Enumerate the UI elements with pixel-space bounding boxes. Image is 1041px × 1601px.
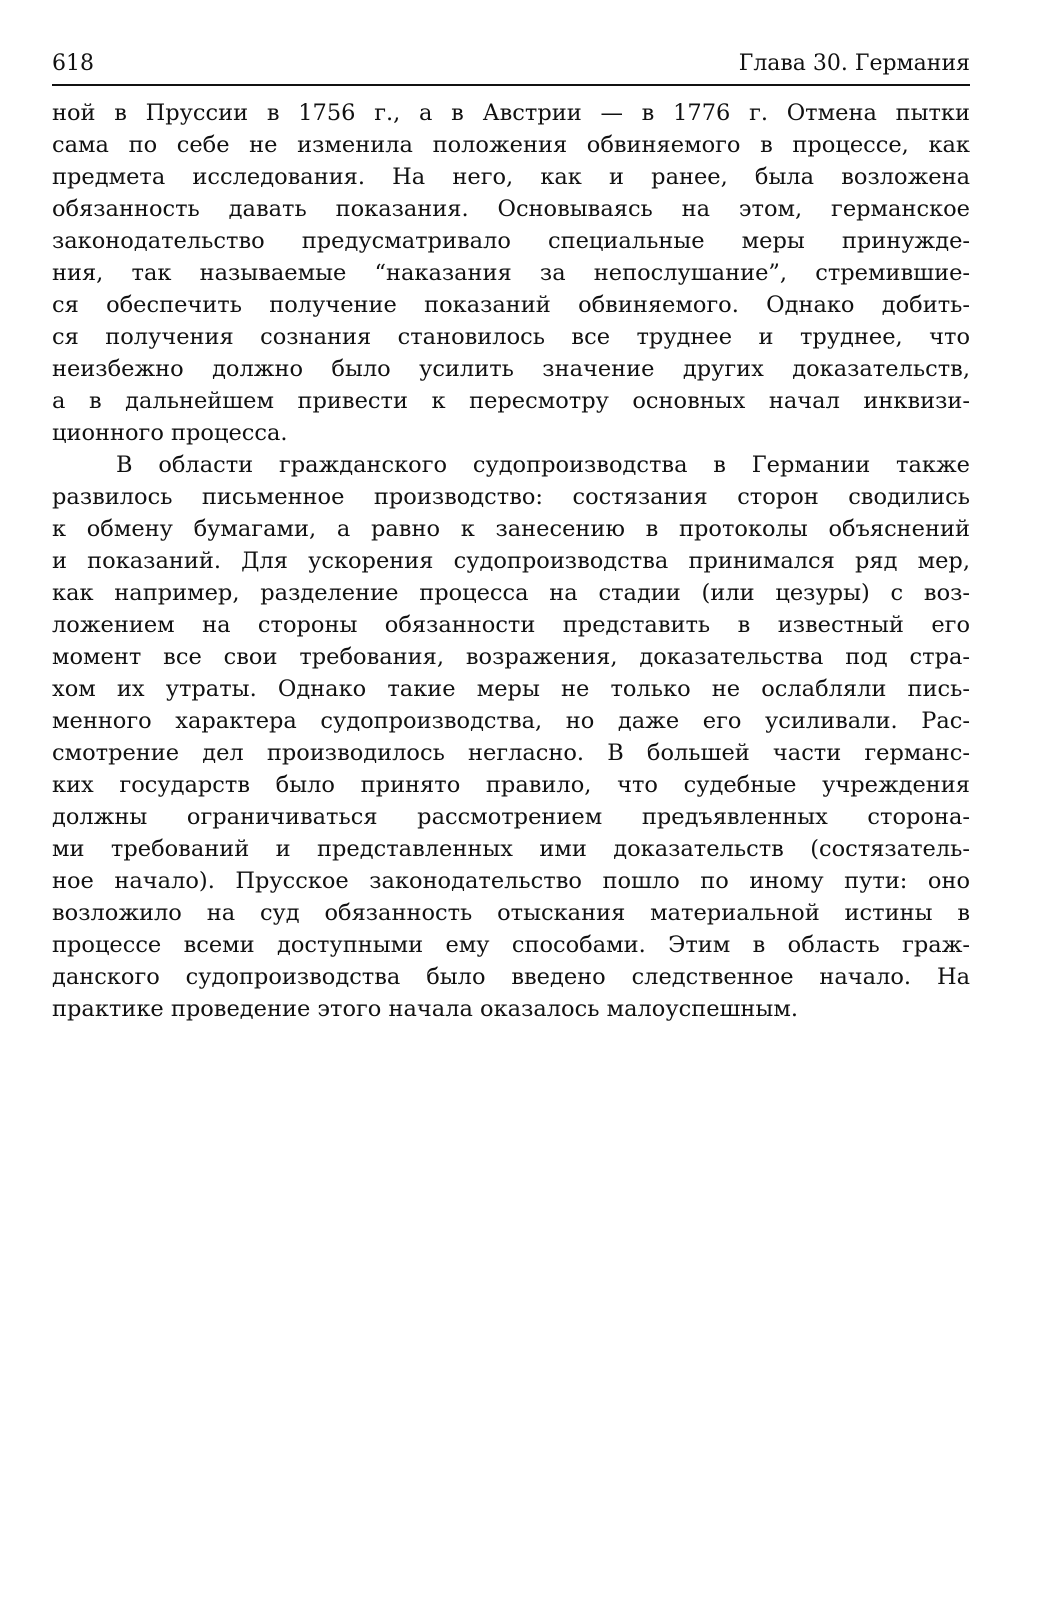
book-page [52, 38, 970, 1025]
running-title: Глава 30. Германия [738, 51, 970, 76]
text-line: момент все свои требования, возражения, доказательства под стра- [52, 644, 970, 670]
text-line: хом их утраты. Однако такие меры не только не ослабляли пись- [52, 676, 970, 702]
paragraph [52, 449, 970, 1025]
text-line: возложило на суд обязанность отыскания материальной истины в [52, 900, 970, 926]
text-line: ся обеспечить получение показаний обвиняемого. Однако добить- [52, 292, 970, 318]
text-line: ми требований и представленных ими доказательств (состязатель- [52, 836, 970, 862]
header-rule [52, 84, 970, 86]
text-line: данского судопроизводства было введено следственное начало. На [52, 964, 970, 990]
text-line: смотрение дел производилось негласно. В большей части германс- [52, 740, 970, 766]
text-line: развилось письменное производство: состязания сторон сводились [52, 484, 970, 510]
text-line: к обмену бумагами, а равно к занесению в протоколы объяснений [52, 516, 970, 542]
text-line: неизбежно должно было усилить значение других доказательств, [52, 356, 970, 382]
text-line: ся получения сознания становилось все труднее и труднее, что [52, 324, 970, 350]
text-line: процессе всеми доступными ему способами. Этим в область граж- [52, 932, 970, 958]
text-line: ционного процесса. [52, 420, 288, 446]
running-header [52, 38, 970, 84]
text-line: а в дальнейшем привести к пересмотру основных начал инквизи- [52, 388, 970, 414]
text-line: предмета исследования. На него, как и ранее, была возложена [52, 164, 970, 190]
text-line: и показаний. Для ускорения судопроизводства принимался ряд мер, [52, 548, 970, 574]
text-line: ложением на стороны обязанности представить в известный его [52, 612, 970, 638]
text-line: законодательство предусматривало специальные меры принужде- [52, 228, 970, 254]
text-line: ной в Пруссии в 1756 г., а в Австрии — в 1776 г. Отмена пытки [52, 100, 970, 126]
text-line: менного характера судопроизводства, но даже его усиливали. Рас- [52, 708, 970, 734]
page-number: 618 [52, 51, 94, 76]
text-line: ния, так называемые “наказания за непослушание”, стремившие- [52, 260, 970, 286]
text-line: как например, разделение процесса на стадии (или цезуры) с воз- [52, 580, 970, 606]
text-line: ное начало). Прусское законодательство пошло по иному пути: оно [52, 868, 970, 894]
paragraph [52, 97, 970, 449]
text-line: ких государств было принято правило, что судебные учреждения [52, 772, 970, 798]
text-line: должны ограничиваться рассмотрением предъявленных сторона- [52, 804, 970, 830]
text-line: практике проведение этого начала оказалось малоуспешным. [52, 996, 798, 1022]
text-line: сама по себе не изменила положения обвиняемого в процессе, как [52, 132, 970, 158]
text-line: В области гражданского судопроизводства в Германии также [116, 452, 970, 478]
text-line: обязанность давать показания. Основываясь на этом, германское [52, 196, 970, 222]
body-text [52, 97, 970, 1025]
